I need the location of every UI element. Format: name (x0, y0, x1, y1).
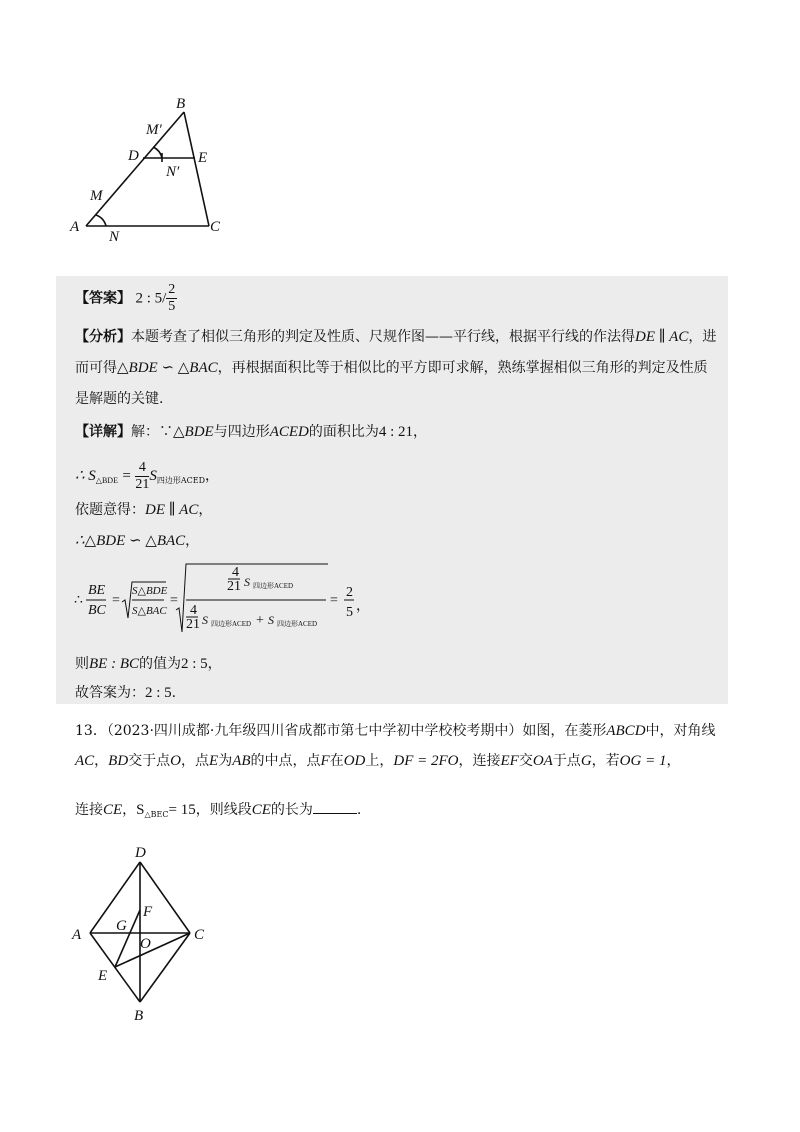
label-b: B (134, 1008, 144, 1024)
label-f: F (143, 904, 153, 920)
label-o: O (140, 936, 151, 952)
arc-mpnp (153, 147, 162, 158)
svg-text:BE: BE (88, 583, 106, 598)
label-m-prime: M′ (146, 122, 162, 138)
analysis-tag: 【分析】 (75, 329, 131, 345)
detail-line-7: 故答案为：2 : 5. (75, 685, 177, 701)
svg-text:=: = (170, 593, 178, 608)
segment-ec (115, 933, 190, 967)
label-n: N (109, 229, 120, 242)
label-b: B (176, 96, 186, 112)
answer-tag: 【答案】 (75, 290, 131, 307)
svg-text:四边形ACED: 四边形ACED (211, 620, 252, 628)
label-a: A (72, 927, 82, 943)
question-13: 13．（2023·四川成都·九年级四川省成都市第七中学初中学校校考期中）如图，在菱形ABCD中，对角线 AC，BD交于点O，点E为AB的中点，点F在OD上，DF = 2FO，连接EF交OA于点G，若OG = 1， (75, 723, 716, 769)
label-c: C (210, 219, 221, 235)
label-m: M (90, 188, 103, 204)
answer-fraction: $\frac{2}{5}$ (168, 282, 176, 314)
answer-ratio: 2 : 5 (135, 290, 163, 307)
label-e: E (198, 150, 208, 166)
svg-text:BC: BC (88, 603, 106, 618)
detail-line-2: ∴ $S_{\triangle BDE}$ = $\frac{4}{21}$ $S_{四边形ACED}$， (75, 459, 219, 492)
question-13-line-3: 连接CE，$S_{\triangle BEC}= 15$，则线段CE的长为 . (75, 802, 362, 819)
detail-line-1: 【详解】解：∵△BDE与四边形ACED的面积比为4 : 21， (75, 424, 428, 440)
svg-text:四边形ACED: 四边形ACED (277, 620, 318, 628)
side-ad (90, 862, 140, 933)
analysis-paragraph: 【分析】本题考查了相似三角形的判定及性质、尺规作图——平行线，根据平行线的作法得DE ∥ AC，进而可得△BDE ∽ △BAC，再根据面积比等于相似比的平方即可求解，熟练掌握相似三角形的判定及性质是解题的关键. (75, 329, 717, 407)
detail-line-5-formula (72, 560, 372, 640)
svg-text:21: 21 (227, 579, 241, 594)
label-e: E (98, 968, 108, 984)
label-c: C (194, 927, 205, 943)
label-n-prime: N′ (166, 164, 180, 180)
question-number: 13． (75, 723, 107, 739)
svg-text:=: = (112, 593, 120, 608)
svg-text:4: 4 (232, 565, 239, 580)
answer-blank[interactable] (313, 801, 357, 814)
detail-line-3: 依题意得：DE ∥ AC， (75, 502, 213, 518)
svg-text:∴: ∴ (74, 593, 83, 608)
figure-triangle-construction (64, 92, 244, 242)
svg-text:4: 4 (190, 603, 197, 618)
svg-text:四边形ACED: 四边形ACED (253, 582, 294, 590)
label-d: D (135, 845, 146, 861)
svg-text:+: + (256, 613, 264, 628)
svg-text:S△BAC: S△BAC (132, 605, 167, 617)
detail-line-4: ∴△BDE ∽ △BAC， (75, 533, 200, 549)
side-dc (140, 862, 190, 933)
svg-text:5: 5 (346, 605, 353, 620)
svg-text:，: ， (356, 599, 370, 614)
arc-mn (96, 215, 106, 226)
label-g: G (116, 918, 127, 934)
answer-line (75, 282, 177, 315)
detail-tag: 【详解】 (75, 424, 131, 440)
figure-rhombus (60, 840, 220, 1030)
question-source: （2023·四川成都·九年级四川省成都市第七中学初中学校校考期中） (106, 723, 523, 739)
svg-text:S△BDE: S△BDE (132, 585, 168, 597)
label-d: D (128, 148, 139, 164)
detail-line-6: 则BE : BC的值为2 : 5， (75, 656, 222, 672)
svg-text:=: = (330, 593, 338, 608)
answer-sep: / (162, 290, 167, 307)
svg-text:S: S (268, 613, 274, 627)
svg-text:S: S (202, 613, 208, 627)
label-a: A (70, 219, 80, 235)
svg-text:2: 2 (346, 585, 353, 600)
svg-text:S: S (244, 575, 250, 589)
segment-bc (184, 112, 209, 226)
svg-text:21: 21 (186, 617, 200, 632)
